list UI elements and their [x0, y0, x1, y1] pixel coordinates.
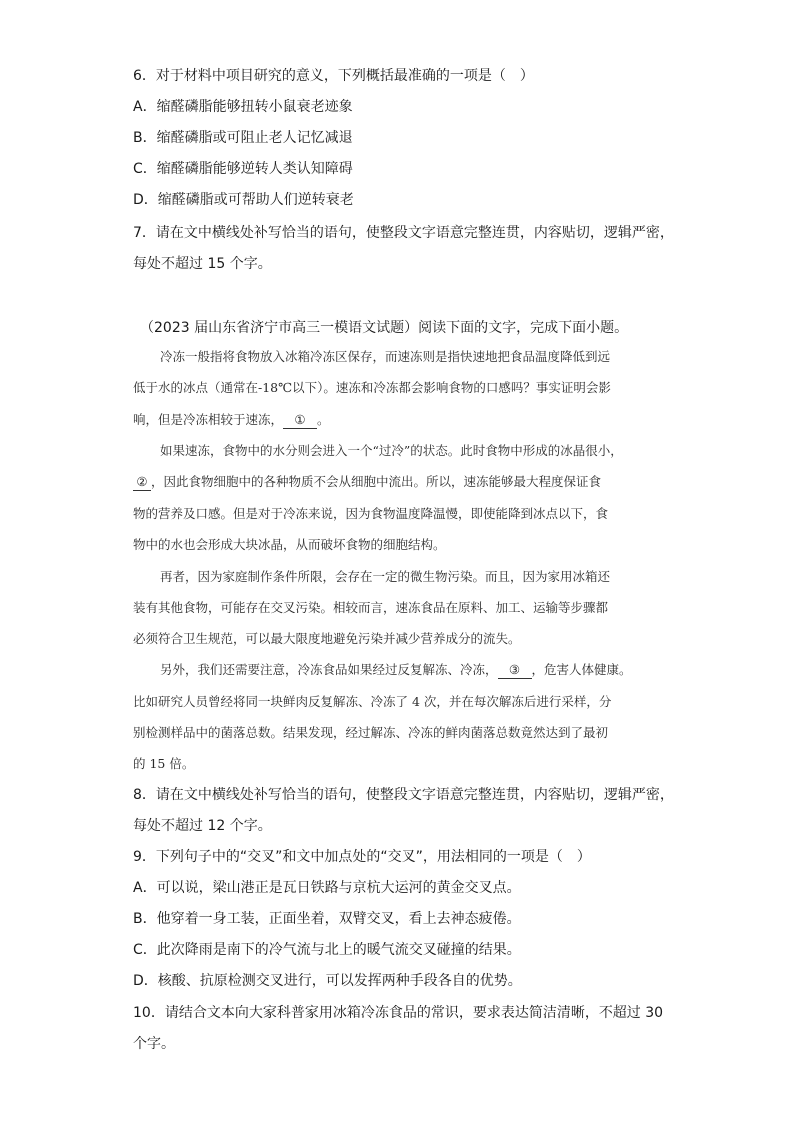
passage-p1-line-2: 低于水的冰点（通常在-18℃以下）。速冻和冷冻都会影响食物的口感吗？事实证明会影 [133, 380, 611, 395]
passage-p4-line-1-end: ，危害人体健康。 [531, 662, 632, 677]
passage-p1-line-3-text: 响，但是冷冻相较于速冻， [133, 412, 284, 427]
question-7-line-1: 7．请在文中横线处补写恰当的语句，使整段文字语意完整连贯，内容贴切，逻辑严密， [133, 225, 674, 241]
passage-p3-line-2: 装有其他食物，可能存在交叉污染。相较而言，速冻食品在原料、加工、运输等步骤都 [133, 600, 609, 615]
question-9-option-b: B．他穿着一身工装，正面坐着，双臂交叉，看上去神态疲倦。 [133, 911, 521, 927]
passage-p4-line-4: 的 15 倍。 [133, 756, 195, 771]
passage-p1-line-3 [133, 410, 673, 430]
question-9-option-d: D．核酸、抗原检测交叉进行，可以发挥两种手段各自的优势。 [133, 973, 522, 989]
blank-1: ① [283, 412, 317, 429]
passage-p2-line-3: 物的营养及口感。但是对于冷冻来说，因为食物温度降温慢，即使能降到冰点以下，食 [133, 506, 609, 521]
passage-p2-line-2 [133, 472, 673, 492]
passage-p4-line-3: 别检测样品中的菌落总数。结果发现，经过解冻、冷冻的鲜肉菌落总数竟然达到了最初 [133, 725, 609, 740]
passage-p4-line-2: 比如研究人员曾经将同一块鲜肉反复解冻、冷冻了 4 次，并在每次解冻后进行采样，分 [133, 694, 612, 709]
passage-p3-line-3: 必须符合卫生规范，可以最大限度地避免污染并减少营养成分的流失。 [133, 631, 521, 646]
question-8-line-2: 每处不超过 12 个字。 [133, 818, 272, 834]
passage-p1-line-1: 冷冻一般指将食物放入冰箱冷冻区保存，而速冻则是指快速地把食品温度降低到远 [160, 349, 611, 364]
question-9-stem: 9．下列句子中的“交叉”和文中加点处的“交叉”，用法相同的一项是（ ） [133, 849, 591, 865]
blank-2: ② [133, 474, 151, 491]
passage-p3-line-1: 再者，因为家庭制作条件所限，会存在一定的微生物污染。而且，因为家用冰箱还 [160, 569, 611, 584]
question-8-line-1: 8．请在文中横线处补写恰当的语句，使整段文字语意完整连贯，内容贴切，逻辑严密， [133, 787, 674, 803]
question-10-line-1: 10．请结合文本向大家科普家用冰箱冷冻食品的常识，要求表达简洁清晰，不超过 30 [133, 1005, 664, 1021]
question-6-stem: 6．对于材料中项目研究的意义，下列概括最准确的一项是（ ） [133, 68, 534, 84]
question-6-option-b: B．缩醛磷脂或可阻止老人记忆减退 [133, 130, 353, 146]
question-6-option-d: D．缩醛磷脂或可帮助人们逆转衰老 [133, 192, 354, 208]
passage-p4-line-1-text: 另外，我们还需要注意，冷冻食品如果经过反复解冻、冷冻， [160, 662, 498, 677]
question-10-line-2: 个字。 [133, 1036, 175, 1052]
passage-p2-line-2-text: ，因此食物细胞中的各种物质不会从细胞中流出。所以，速冻能够最大程度保证食 [151, 474, 602, 489]
question-6-option-a: A．缩醛磷脂能够扭转小鼠衰老迹象 [133, 99, 353, 115]
question-6-option-c: C．缩醛磷脂能够逆转人类认知障碍 [133, 161, 353, 177]
question-7-line-2: 每处不超过 15 个字。 [133, 256, 272, 272]
passage-p1-line-3-end: 。 [317, 412, 330, 427]
passage-p4-line-1 [160, 660, 700, 680]
question-9-option-c: C．此次降雨是南下的冷气流与北上的暖气流交叉碰撞的结果。 [133, 942, 521, 958]
passage-p2-line-1: 如果速冻，食物中的水分则会进入一个“过冷”的状态。此时食物中形成的冰晶很小， [160, 443, 623, 458]
blank-3: ③ [498, 662, 532, 679]
question-9-option-a: A．可以说，梁山港正是瓦日铁路与京杭大运河的黄金交叉点。 [133, 880, 521, 896]
passage-p2-line-4: 物中的水也会形成大块冰晶，从而破坏食物的细胞结构。 [133, 537, 446, 552]
section-intro: （2023 届山东省济宁市高三一模语文试题）阅读下面的文字，完成下面小题。 [140, 320, 629, 336]
